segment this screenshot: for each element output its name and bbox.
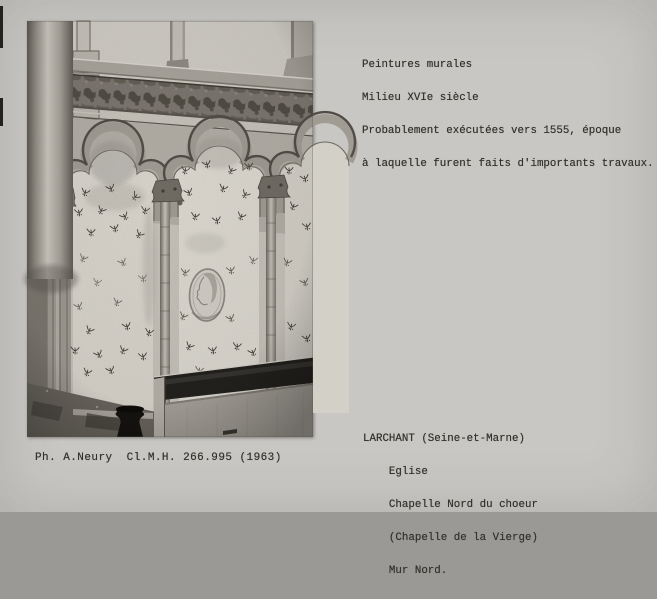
annotation-line: Mur Nord. <box>363 565 448 577</box>
vignette <box>27 21 313 437</box>
annotation-line: Probablement exécutées vers 1555, époque <box>362 125 622 137</box>
annotation-bottom-right <box>363 412 538 599</box>
annotation-top-right <box>362 38 654 192</box>
photo-credit: Ph. A.Neury Cl.M.H. 266.995 (1963) <box>35 452 282 464</box>
annotation-line: Eglise <box>363 466 428 478</box>
annotation-line: (Chapelle de la Vierge) <box>363 532 538 544</box>
photograph <box>27 21 313 437</box>
annotation-line: Milieu XVIe siècle <box>362 92 479 104</box>
annotation-line: Peintures murales <box>362 59 473 71</box>
annotation-line: Chapelle Nord du choeur <box>363 499 538 511</box>
scan-artifact <box>0 6 3 48</box>
annotation-line: à laquelle furent faits d'importants travaux. <box>362 158 654 170</box>
annotation-line: LARCHANT (Seine-et-Marne) <box>363 433 525 445</box>
photograph-drawing <box>27 21 313 437</box>
scan-artifact <box>0 98 3 126</box>
